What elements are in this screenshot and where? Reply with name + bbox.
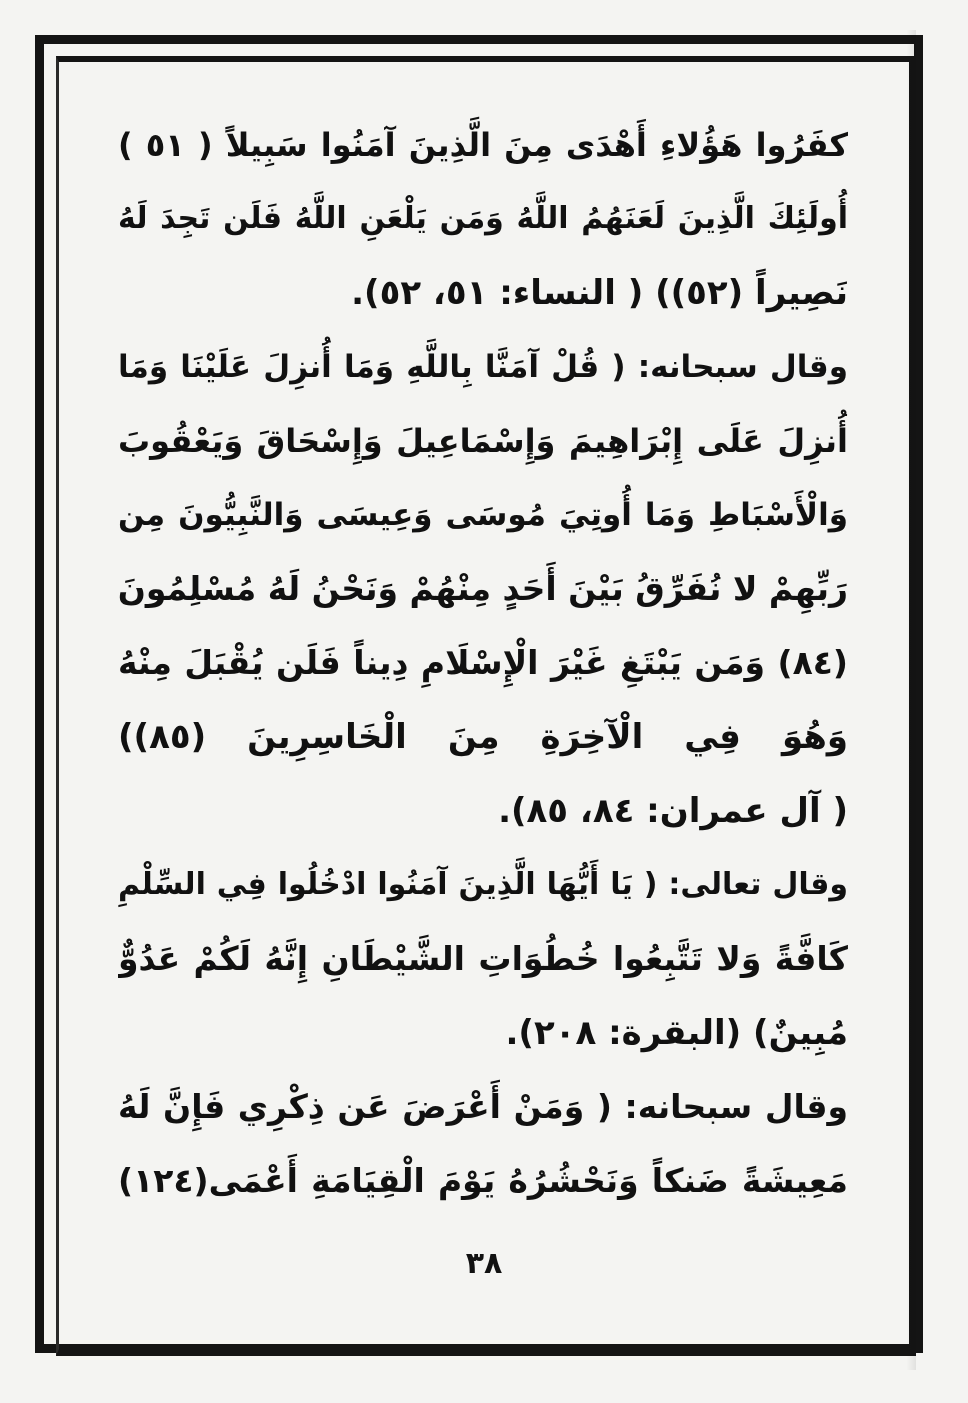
- text-line-12: كَافَّةً وَلا تَتَّبِعُوا خُطُوَاتِ الشَّيْطَانِ إِنَّهُ لَكُمْ عَدُوٌّ: [118, 939, 848, 978]
- text-line-10: ( آل عمران: ٨٤، ٨٥).: [498, 791, 848, 831]
- text-line-11: وقال تعالى: ( يَا أَيُّهَا الَّذِينَ آمَنُوا ادْخُلُوا فِي السِّلْمِ: [118, 867, 848, 902]
- text-line-1: كفَرُوا هَؤُلاءِ أَهْدَى مِنَ الَّذِينَ آمَنُوا سَبِيلاً ( ٥١ ): [118, 126, 848, 164]
- text-line-2: أُولَئِكَ الَّذِينَ لَعَنَهُمُ اللَّهُ وَمَن يَلْعَنِ اللَّهُ فَلَن تَجِدَ لَهُ: [118, 201, 848, 236]
- text-line-14: وقال سبحانه: ( وَمَنْ أَعْرَضَ عَن ذِكْرِي فَإِنَّ لَهُ: [118, 1087, 848, 1126]
- text-line-8: (٨٤) وَمَن يَبْتَغِ غَيْرَ الْإِسْلَامِ دِيناً فَلَن يُقْبَلَ مِنْهُ: [118, 643, 848, 682]
- text-line-13: مُبِينٌ) (البقرة: ٢٠٨).: [505, 1013, 848, 1053]
- text-line-15: مَعِيشَةً ضَنكاً وَنَحْشُرُهُ يَوْمَ الْقِيَامَةِ أَعْمَى(١٢٤): [118, 1161, 848, 1200]
- text-line-6: وَالْأَسْبَاطِ وَمَا أُوتِيَ مُوسَى وَعِيسَى وَالنَّبِيُّونَ مِن: [118, 497, 848, 533]
- text-line-5: أُنزِلَ عَلَى إِبْرَاهِيمَ وَإِسْمَاعِيلَ وَإِسْحَاقَ وَيَعْقُوبَ: [118, 422, 848, 460]
- text-line-4: وقال سبحانه: ( قُلْ آمَنَّا بِاللَّهِ وَمَا أُنزِلَ عَلَيْنَا وَمَا: [118, 349, 848, 385]
- text-line-9: وَهُوَ فِي الْآخِرَةِ مِنَ الْخَاسِرِينَ (٨٥)): [118, 717, 848, 757]
- page-body-text: [118, 108, 848, 1218]
- scan-shadow: [906, 30, 916, 1370]
- text-line-3: نَصِيراً (٥٢)) ( النساء: ٥١، ٥٢).: [351, 273, 848, 313]
- text-line-7: رَبِّهِمْ لا نُفَرِّقُ بَيْنَ أَحَدٍ مِنْهُمْ وَنَحْنُ لَهُ مُسْلِمُونَ: [118, 569, 848, 608]
- page-number: ٣٨: [465, 1246, 503, 1281]
